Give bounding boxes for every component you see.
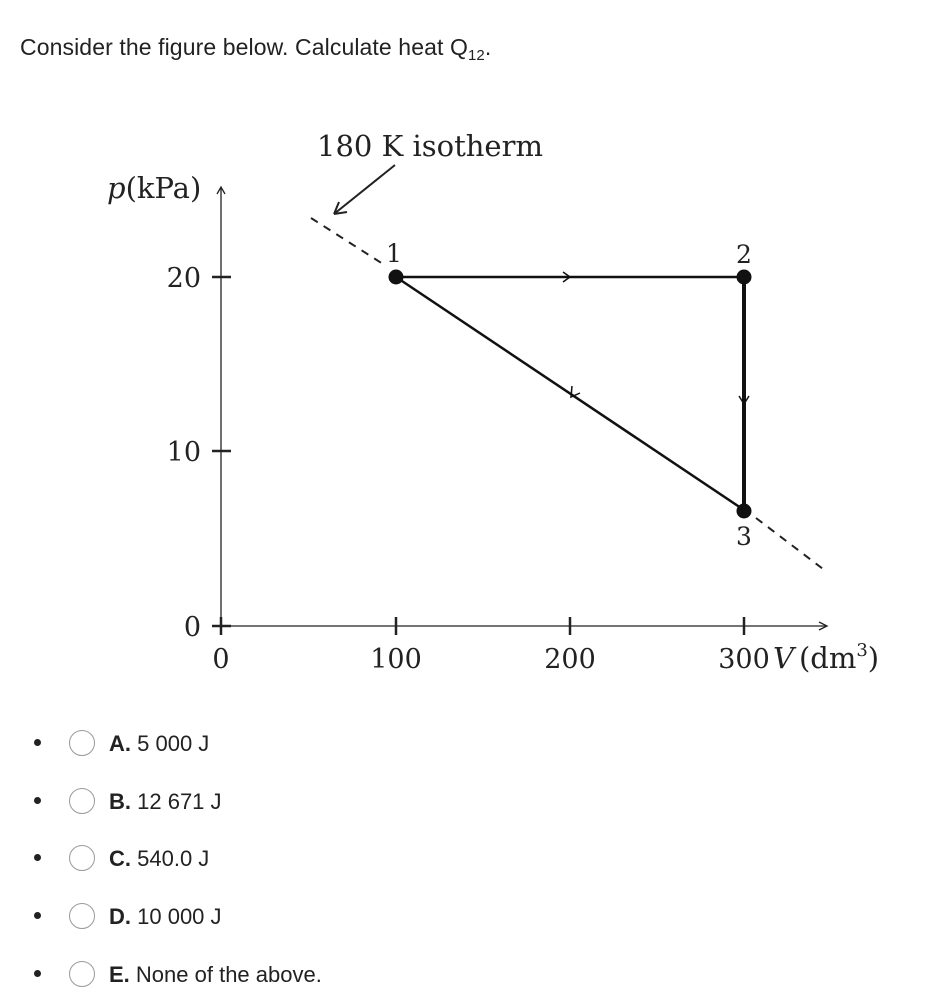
x-axis-label-close: )	[867, 641, 880, 675]
x-axis-label-unit: (dm	[798, 641, 857, 675]
option-a-letter: A.	[109, 731, 131, 756]
x-axis-label-exp: 3	[856, 640, 868, 661]
state-label-3: 3	[736, 522, 752, 551]
y-tick-label-10: 10	[166, 437, 201, 468]
option-e-label[interactable]	[109, 962, 322, 988]
radio-button-c[interactable]	[69, 845, 95, 871]
option-d[interactable]	[0, 888, 600, 928]
y-axis-label	[107, 171, 201, 205]
isotherm-label: 180 K isotherm	[317, 129, 543, 163]
option-c[interactable]	[0, 830, 600, 870]
isotherm-dashed-lower	[756, 518, 827, 572]
isotherm-pointer-arrow	[334, 165, 395, 214]
radio-button-e[interactable]	[69, 961, 95, 987]
y-axis-label-unit: (kPa)	[125, 171, 202, 205]
option-c-letter: C.	[109, 846, 131, 871]
option-e-value: None of the above.	[135, 962, 322, 987]
question-subscript: 12	[467, 47, 485, 64]
bullet-icon	[34, 854, 41, 861]
option-d-letter: D.	[109, 904, 131, 929]
option-e-letter: E.	[109, 962, 130, 987]
radio-button-b[interactable]	[69, 788, 95, 814]
y-axis-label-p: p	[107, 171, 126, 205]
option-b-label[interactable]	[109, 789, 222, 815]
x-tick-label-300: 300	[718, 644, 770, 675]
bullet-icon	[34, 912, 41, 919]
state-label-1: 1	[386, 239, 402, 268]
option-a[interactable]	[0, 715, 600, 755]
radio-button-d[interactable]	[69, 903, 95, 929]
x-tick-label-100: 100	[370, 644, 422, 675]
option-a-value: 5 000 J	[137, 731, 210, 756]
y-tick-label-0: 0	[183, 612, 201, 643]
question-end: .	[484, 34, 492, 60]
isotherm-dashed-upper	[311, 218, 383, 264]
option-d-value: 10 000 J	[137, 904, 222, 929]
option-b-value: 12 671 J	[137, 789, 222, 814]
x-tick-label-0: 0	[212, 644, 230, 675]
question-main: Consider the figure below. Calculate heat Q	[20, 34, 468, 60]
state-point-1	[389, 270, 404, 285]
option-c-label[interactable]	[109, 846, 209, 872]
x-axis-label	[773, 640, 879, 675]
x-axis-label-v: V	[773, 641, 794, 675]
bullet-icon	[34, 970, 41, 977]
option-d-label[interactable]	[109, 904, 222, 930]
state-label-2: 2	[736, 240, 752, 269]
bullet-icon	[34, 797, 41, 804]
option-e[interactable]	[0, 946, 600, 986]
bullet-icon	[34, 739, 41, 746]
x-tick-label-200: 200	[544, 644, 596, 675]
state-point-2	[737, 270, 752, 285]
option-c-value: 540.0 J	[137, 846, 210, 871]
process-3-1-line	[396, 277, 744, 510]
option-b[interactable]	[0, 773, 600, 813]
radio-button-a[interactable]	[69, 730, 95, 756]
option-a-label[interactable]	[109, 731, 209, 757]
y-tick-label-20: 20	[166, 263, 201, 294]
state-point-3	[737, 504, 752, 519]
option-b-letter: B.	[109, 789, 131, 814]
